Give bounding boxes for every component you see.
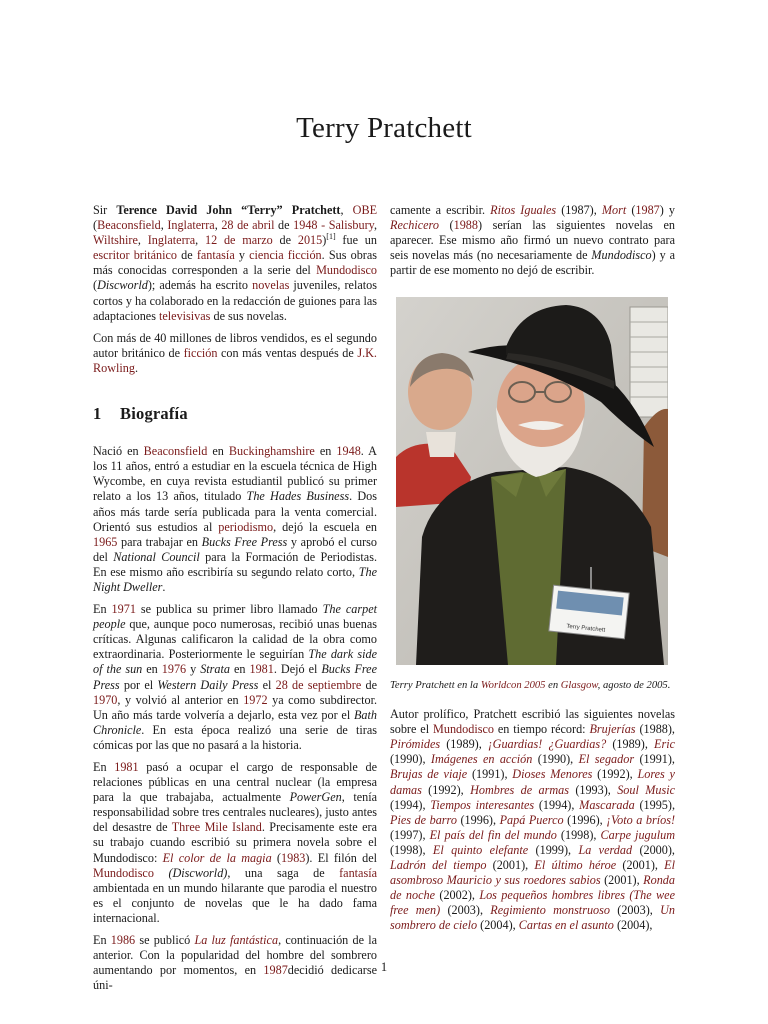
- text-run: para la Formación de Periodistas. En ese mismo año escribiría su segundo relato corto,: [93, 549, 377, 579]
- link-rechicero[interactable]: Rechicero: [390, 218, 439, 233]
- text-run: Discworld: [97, 278, 148, 293]
- link-el-segador[interactable]: El segador: [578, 752, 635, 767]
- text-run: (2001),: [486, 858, 535, 872]
- link-soul-music[interactable]: Soul Music: [617, 782, 675, 797]
- text-run: se publica su primer libro llamado: [135, 602, 323, 617]
- link-1983[interactable]: 1983: [281, 850, 306, 865]
- text-run: de: [272, 233, 298, 248]
- text-run: (: [271, 850, 281, 865]
- link-worldcon-2005[interactable]: Worldcon 2005: [480, 680, 546, 692]
- bio-paragraph-2: [93, 602, 377, 753]
- text-run: se publicó: [135, 933, 195, 948]
- link-three-mile-island[interactable]: Three Mile Island: [171, 820, 262, 835]
- bio-paragraph-1: [93, 444, 377, 595]
- text-run: ) y a partir de ese momento no dejó de escribir.: [390, 248, 676, 278]
- link-brujas-de-viaje[interactable]: Brujas de viaje: [390, 767, 468, 782]
- author-photo[interactable]: [396, 297, 668, 665]
- link-el-quinto-elefante[interactable]: El quinto elefante: [432, 842, 529, 857]
- text-run: ya como subdirector. Un año más tarde volvería a dejarlo, esta vez por el: [93, 692, 378, 722]
- text-run: , tenía responsabilidad sobre tres centrales nucleares), justo antes del desastre de: [93, 790, 377, 835]
- link-obe[interactable]: OBE: [352, 203, 378, 217]
- link-1986[interactable]: 1986: [110, 933, 136, 948]
- text-run: (1990),: [390, 752, 431, 767]
- text-run: En: [93, 933, 111, 948]
- text-run: el: [258, 677, 276, 692]
- subject-name: Terence David John “Terry” Pratchett: [116, 203, 341, 217]
- text-run: juveniles, relatos cortos y ha colaborado en la redacción de guiones para las adaptaciones: [93, 278, 377, 323]
- text-run: para trabajar en: [117, 534, 202, 549]
- bio-paragraph-4-end: [390, 203, 675, 278]
- text-run: , una saga de: [227, 865, 340, 880]
- text-run: Sir: [93, 203, 117, 217]
- text-run: (1992),: [421, 782, 471, 797]
- link-ronda-de-noche[interactable]: Ronda de noche: [390, 873, 675, 903]
- link-mort[interactable]: Mort: [601, 203, 627, 217]
- link-novelas[interactable]: novelas: [252, 278, 290, 293]
- text-run: en: [314, 444, 337, 459]
- footnote-ref-1[interactable]: [1]: [326, 232, 336, 242]
- text-run: (1989),: [606, 737, 655, 752]
- text-run: , agosto de 2005.: [597, 680, 671, 692]
- link-1988[interactable]: 1988: [453, 218, 478, 233]
- text-run: Mundodisco: [591, 248, 652, 263]
- section-title: Biografía: [120, 404, 188, 424]
- text-run: , dejó la escuela en: [273, 519, 377, 534]
- text-run: (2004),: [613, 918, 653, 933]
- text-run: ) serían las siguientes novelas en aparecer. Ese mismo año firmó un nuevo contrato para seis novelas más (no necesariamente de: [390, 218, 675, 263]
- photo-caption: [390, 679, 675, 693]
- text-run: ,: [160, 218, 168, 233]
- link-1965[interactable]: 1965: [93, 534, 118, 549]
- text-run: (1989),: [440, 737, 488, 752]
- text-run: ,: [195, 233, 205, 248]
- section-number: 1: [93, 404, 102, 424]
- text-run: que, aunque poco numerosas, recibió unas buenas críticas. Algunas calificaron la calidad de la obra como extraordinaria. Posteriormente le seguirían: [93, 617, 377, 662]
- link-el-color-de-la-magia[interactable]: El color de la magia: [162, 850, 272, 865]
- link-guardias[interactable]: ¡Guardias! ¿Guardias?: [487, 737, 607, 752]
- text-run: Autor prolífico, Pratchett escribió las siguientes novelas sobre el: [390, 707, 675, 737]
- section-heading-biografia: [93, 404, 377, 424]
- link-la-verdad[interactable]: La verdad: [578, 842, 633, 857]
- text-run: en: [207, 444, 229, 459]
- link-eric[interactable]: Eric: [654, 737, 675, 752]
- link-cartas-en-el-asunto[interactable]: Cartas en el asunto: [518, 918, 614, 933]
- link-1970[interactable]: 1970: [93, 692, 118, 707]
- text-run: En: [93, 760, 115, 774]
- link-1981[interactable]: 1981: [249, 662, 274, 677]
- text-run: (: [93, 218, 98, 233]
- link-1971[interactable]: 1971: [111, 602, 136, 617]
- text-run: Con más de 40 millones de libros vendidos, es el segundo autor británico de: [93, 330, 377, 360]
- link-televisivas[interactable]: televisivas: [158, 308, 211, 323]
- text-run: -: [317, 218, 329, 233]
- text-run: Western Daily Press: [157, 677, 259, 692]
- link-12-de-marzo[interactable]: 12 de marzo: [204, 233, 273, 248]
- link-1948-2[interactable]: 1948: [336, 444, 361, 459]
- text-run: PowerGen: [289, 790, 342, 805]
- text-run: (1996),: [456, 812, 500, 827]
- link-inglaterra-2[interactable]: Inglaterra: [147, 233, 196, 248]
- text-split-left: decidió dedicarse úni-: [93, 963, 378, 993]
- text-run: Bath Chronicle: [93, 707, 377, 737]
- text-run: (1987),: [556, 203, 602, 217]
- text-run: The carpet people: [93, 602, 377, 632]
- text-run: ,: [373, 218, 378, 233]
- text-run: pasó a ocupar el cargo de responsable de relaciones públicas en una central nuclear (la empresa para la que trabajaba, actualmente: [93, 760, 378, 805]
- text-run: . En esta época realizó una serie de tiras cómicas por las que no pasará a la historia.: [93, 722, 377, 752]
- text-run: (1997),: [390, 827, 430, 842]
- text-run: (2000),: [632, 842, 675, 857]
- text-run: (: [438, 218, 454, 233]
- text-run: Nació en: [93, 444, 144, 459]
- text-run: ,: [137, 233, 148, 248]
- text-run: (1988),: [635, 722, 675, 737]
- text-run: en: [230, 662, 250, 677]
- text-run: . Precisamente este era su trabajo cuando escribió su primera novela sobre el Mundodisco:: [93, 820, 377, 865]
- link-wiltshire[interactable]: Wiltshire: [93, 233, 138, 248]
- text-run: (2004),: [477, 918, 519, 933]
- text-run: ,: [214, 218, 222, 233]
- window-blinds: [630, 307, 668, 417]
- text-run: Bucks Free Press: [201, 534, 288, 549]
- text-run: ,: [340, 203, 353, 217]
- text-run: (Discworld): [168, 865, 228, 880]
- page-number: 1: [380, 960, 388, 974]
- text-run: . Sus obras más conocidas corresponden a la serie del: [93, 248, 378, 278]
- link-tiempos-interesantes[interactable]: Tiempos interesantes: [430, 797, 535, 812]
- link-brujerias[interactable]: Brujerías: [589, 722, 636, 737]
- text-run: . A los 11 años, entró a estudiar en la escuela técnica de High Wycombe, en cuya revista estudiantil publicó su primer relato a los 13 años, titulado: [93, 444, 377, 504]
- bio-paragraph-3: [93, 760, 377, 926]
- link-1976[interactable]: 1976: [161, 662, 187, 677]
- link-regimiento-monstruoso[interactable]: Regimiento monstruoso: [490, 903, 610, 918]
- text-run: [154, 866, 169, 880]
- text-run: y aprobó el curso del: [93, 534, 377, 564]
- link-el-asombroso-mauricio[interactable]: El asombroso Mauricio y sus roedores sabios: [390, 858, 675, 888]
- text-run: ). El filón del: [305, 850, 378, 865]
- link-inglaterra[interactable]: Inglaterra: [167, 218, 215, 233]
- text-run: Terry Pratchett en la: [390, 680, 481, 692]
- link-dioses-menores[interactable]: Dioses Menores: [512, 767, 593, 782]
- link-beaconsfield-2[interactable]: Beaconsfield: [143, 444, 208, 459]
- link-1981-2[interactable]: 1981: [114, 760, 139, 774]
- text-run: de: [177, 248, 197, 263]
- link-carpe-jugulum[interactable]: Carpe jugulum: [600, 827, 676, 842]
- link-el-ultimo-heroe[interactable]: El último héroe: [534, 858, 617, 872]
- text-run: Strata: [200, 662, 230, 677]
- text-run: de: [274, 218, 294, 233]
- text-run: (2003),: [609, 903, 661, 918]
- link-mundodisco-2[interactable]: Mundodisco: [93, 865, 154, 880]
- link-28-de-abril[interactable]: 28 de abril: [221, 218, 275, 233]
- link-papa-puerco[interactable]: Papá Puerco: [499, 812, 564, 827]
- link-ciencia-ficcion[interactable]: ciencia ficción: [249, 248, 322, 263]
- text-run: con más ventas después de: [217, 345, 358, 360]
- link-periodismo[interactable]: periodismo: [218, 519, 274, 534]
- intro-paragraph-2: [93, 331, 377, 376]
- text-run: The Night Dweller: [93, 564, 377, 594]
- link-los-pequenos-hombres-libres[interactable]: Los pequeños hombres libres (The wee free men): [390, 888, 675, 918]
- link-beaconsfield[interactable]: Beaconsfield: [97, 218, 161, 233]
- link-la-luz-fantastica[interactable]: La luz fantástica: [194, 933, 279, 948]
- bio-paragraph-5: [390, 707, 675, 933]
- link-piromides[interactable]: Pirómides: [390, 737, 441, 752]
- text-run: y: [234, 248, 250, 263]
- link-escritor-britanico[interactable]: escritor británico: [93, 248, 178, 263]
- text-run: (: [626, 203, 636, 217]
- text-run: En: [93, 602, 112, 617]
- text-run: (1995),: [634, 797, 675, 812]
- text-run: (: [93, 278, 98, 293]
- text-run: (2002),: [435, 888, 480, 903]
- text-run: en tiempo récord:: [493, 722, 590, 737]
- link-mundodisco[interactable]: Mundodisco: [316, 263, 377, 278]
- text-run: (1990),: [532, 752, 579, 767]
- link-un-sombrero-de-cielo[interactable]: Un sombrero de cielo: [390, 903, 675, 933]
- text-run: The dark side of the sun: [93, 647, 377, 677]
- text-run: National Council: [113, 549, 200, 564]
- text-run: ): [322, 233, 327, 248]
- link-1948[interactable]: 1948: [293, 218, 318, 233]
- text-run: .: [134, 360, 139, 375]
- text-run: . Dos años más tarde sería publicada para la venta comercial. Orientó sus estudios al: [93, 489, 377, 534]
- text-run: The Hades Business: [246, 489, 350, 504]
- text-run: y: [186, 662, 201, 677]
- text-run: (1994),: [534, 797, 580, 812]
- link-pies-de-barro[interactable]: Pies de barro: [390, 812, 457, 827]
- link-1987-2[interactable]: 1987: [635, 203, 660, 217]
- text-run: .: [162, 579, 166, 594]
- text-run: ) y: [659, 203, 675, 217]
- text-run: (1992),: [592, 767, 638, 782]
- link-jk-rowling[interactable]: J.K. Rowling: [93, 345, 377, 375]
- left-column: [93, 203, 377, 1000]
- text-run: (1994),: [390, 797, 431, 812]
- text-run: ); además ha escrito: [147, 278, 253, 293]
- link-mascarada[interactable]: Mascarada: [579, 797, 635, 812]
- link-28-de-septiembre[interactable]: 28 de septiembre: [275, 677, 362, 692]
- text-run: de: [361, 677, 377, 692]
- text-run: (1993),: [568, 782, 618, 797]
- link-mundodisco-3[interactable]: Mundodisco: [433, 722, 494, 737]
- link-lores-y-damas[interactable]: Lores y damas: [390, 767, 675, 797]
- link-fantasia[interactable]: fantasía: [196, 248, 235, 263]
- link-el-pais-del-fin-del-mundo[interactable]: El país del fin del mundo: [429, 827, 557, 842]
- text-run: (1998),: [556, 827, 601, 842]
- link-2015[interactable]: 2015: [297, 233, 323, 248]
- link-imagenes-en-accion[interactable]: Imágenes en acción: [430, 752, 533, 767]
- badge-text: Terry Pratchett: [566, 624, 606, 635]
- link-hombres-de-armas[interactable]: Hombres de armas: [470, 782, 569, 797]
- link-glasgow[interactable]: Glasgow: [560, 680, 598, 692]
- link-ladron-del-tiempo[interactable]: Ladrón del tiempo: [390, 858, 487, 872]
- text-run: (1998),: [390, 842, 433, 857]
- text-run: (1996),: [563, 812, 607, 827]
- link-buckinghamshire[interactable]: Buckinghamshire: [228, 444, 315, 459]
- text-run: (1999),: [528, 842, 579, 857]
- page-title: Terry Pratchett: [296, 112, 472, 144]
- text-run: , continuación de la anterior. Con la popularidad del hombre del sombrero aumentando por momentos, en: [93, 933, 377, 978]
- link-ficcion[interactable]: ficción: [183, 345, 218, 360]
- text-run: (1991),: [467, 767, 513, 782]
- text-run: ambientada en un mundo hilarante que parodia el nuestro es el conjunto de novelas que le ha dado fama internacional.: [93, 880, 377, 925]
- link-salisbury[interactable]: Salisbury: [328, 218, 374, 233]
- link-1972[interactable]: 1972: [243, 692, 268, 707]
- text-run: de sus novelas.: [210, 308, 287, 323]
- link-ritos-iguales[interactable]: Ritos Iguales: [490, 203, 557, 217]
- text-split-right: camente a escribir.: [390, 203, 491, 217]
- text-run: , y volvió al anterior en: [117, 692, 244, 707]
- intro-paragraph-1: [93, 203, 377, 324]
- link-fantasia-2[interactable]: fantasía: [339, 865, 378, 880]
- text-run: Bucks Free Press: [93, 662, 377, 692]
- text-run: fue un: [335, 233, 377, 248]
- text-run: (1991),: [634, 752, 675, 767]
- text-run: (2001),: [616, 858, 665, 872]
- text-run: por el: [119, 677, 158, 692]
- text-run: en: [545, 680, 561, 692]
- text-run: (2001),: [600, 873, 644, 888]
- link-1987[interactable]: 1987: [263, 963, 288, 978]
- link-voto-a-brios[interactable]: ¡Voto a bríos!: [606, 812, 675, 827]
- text-run: en: [142, 662, 162, 677]
- text-run: . Dejó el: [273, 662, 322, 677]
- text-run: (2003),: [440, 903, 491, 918]
- right-column: [390, 203, 675, 940]
